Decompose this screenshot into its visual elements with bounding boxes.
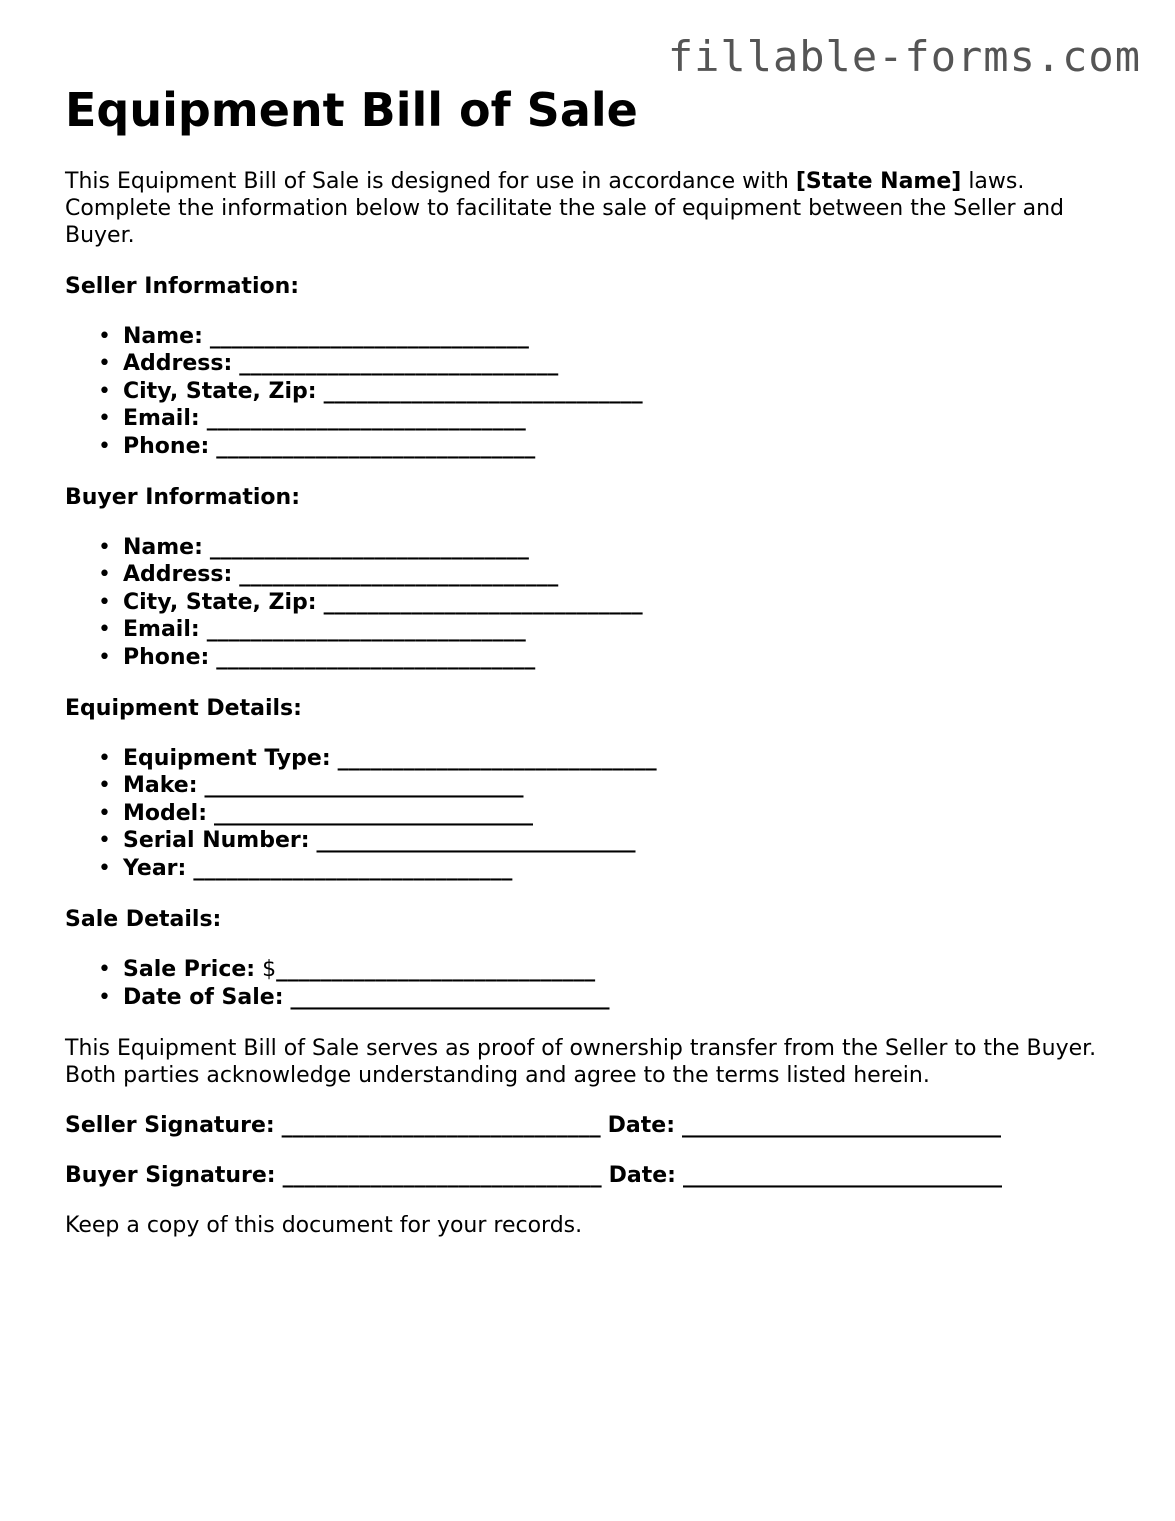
equipment-serial-input[interactable]: _____________________________ (316, 828, 636, 854)
sale-fields (65, 956, 1125, 1011)
equipment-serial-field: • Serial Number: _____________________________ (123, 827, 1125, 854)
seller-fields (65, 323, 1125, 460)
state-name-placeholder: [State Name] (795, 169, 962, 194)
equipment-make-input[interactable]: _____________________________ (204, 773, 524, 799)
seller-city-state-zip-input[interactable]: _____________________________ (323, 378, 643, 404)
closing-paragraph: This Equipment Bill of Sale serves as proof of ownership transfer from the Seller to the Buyer. Both parties acknowledge understanding and agree to the terms listed herein. (65, 1035, 1097, 1088)
buyer-name-field: • Name: _____________________________ (123, 534, 1125, 561)
buyer-address-input[interactable]: _____________________________ (239, 562, 559, 588)
equipment-section-title: Equipment Details: (65, 696, 302, 722)
buyer-phone-field: • Phone: _____________________________ (123, 644, 1125, 671)
dollar-sign: $ (262, 957, 277, 983)
equipment-make-field: • Make: _____________________________ (123, 772, 1125, 799)
buyer-signature-row: Buyer Signature: _____________________________ Date: _____________________________ (65, 1162, 1002, 1188)
document-page (65, 82, 1125, 1239)
equipment-year-input[interactable]: _____________________________ (193, 855, 513, 881)
sale-price-field: • Sale Price: $_____________________________ (123, 956, 1125, 983)
seller-section-title: Seller Information: (65, 274, 300, 299)
equipment-fields (65, 745, 1125, 882)
footer-note: Keep a copy of this document for your records. (65, 1212, 583, 1238)
equipment-year-field: • Year: _____________________________ (123, 855, 1125, 882)
page-title: Equipment Bill of Sale (65, 83, 638, 137)
sale-date-input[interactable]: _____________________________ (290, 984, 610, 1010)
buyer-phone-input[interactable]: _____________________________ (216, 644, 536, 670)
buyer-fields (65, 534, 1125, 671)
buyer-section-title: Buyer Information: (65, 485, 300, 511)
sale-price-input[interactable]: _____________________________ (276, 957, 596, 983)
buyer-name-input[interactable]: _____________________________ (209, 535, 529, 561)
seller-signature-row: Seller Signature: _____________________________ Date: _____________________________ (65, 1112, 1002, 1138)
buyer-city-state-zip-field: • City, State, Zip: _____________________________ (123, 589, 1125, 616)
sale-date-field: • Date of Sale: _____________________________ (123, 984, 1125, 1011)
watermark: fillable-forms.com (667, 32, 1141, 81)
seller-city-state-zip-field: • City, State, Zip: _____________________________ (123, 378, 1125, 405)
buyer-email-field: • Email: _____________________________ (123, 616, 1125, 643)
seller-address-field: • Address: _____________________________ (123, 350, 1125, 377)
seller-date-input[interactable]: _____________________________ (682, 1112, 1002, 1138)
buyer-date-input[interactable]: _____________________________ (682, 1162, 1002, 1188)
buyer-email-input[interactable]: _____________________________ (206, 617, 526, 643)
buyer-signature-input[interactable]: _____________________________ (282, 1162, 602, 1188)
seller-phone-field: • Phone: _____________________________ (123, 433, 1125, 460)
buyer-address-field: • Address: _____________________________ (123, 561, 1125, 588)
buyer-city-state-zip-input[interactable]: _____________________________ (323, 589, 643, 615)
equipment-model-field: • Model: _____________________________ (123, 800, 1125, 827)
equipment-type-field: • Equipment Type: _____________________________ (123, 745, 1125, 772)
seller-email-input[interactable]: _____________________________ (206, 406, 526, 432)
seller-name-input[interactable]: _____________________________ (209, 324, 529, 349)
sale-section-title: Sale Details: (65, 907, 222, 933)
intro-text: This Equipment Bill of Sale is designed for use in accordance with (65, 169, 796, 194)
intro-text-cont: laws. Complete the information below to facilitate the sale of equipment between the Seller and Buyer. (65, 169, 1064, 248)
equipment-model-input[interactable]: _____________________________ (214, 800, 534, 826)
seller-address-input[interactable]: _____________________________ (239, 351, 559, 377)
seller-email-field: • Email: _____________________________ (123, 405, 1125, 432)
equipment-type-input[interactable]: _____________________________ (337, 746, 657, 772)
seller-name-field: • Name: _____________________________ (123, 323, 1125, 350)
intro-paragraph (65, 168, 1125, 249)
seller-signature-input[interactable]: _____________________________ (281, 1112, 601, 1138)
seller-phone-input[interactable]: _____________________________ (216, 433, 536, 459)
